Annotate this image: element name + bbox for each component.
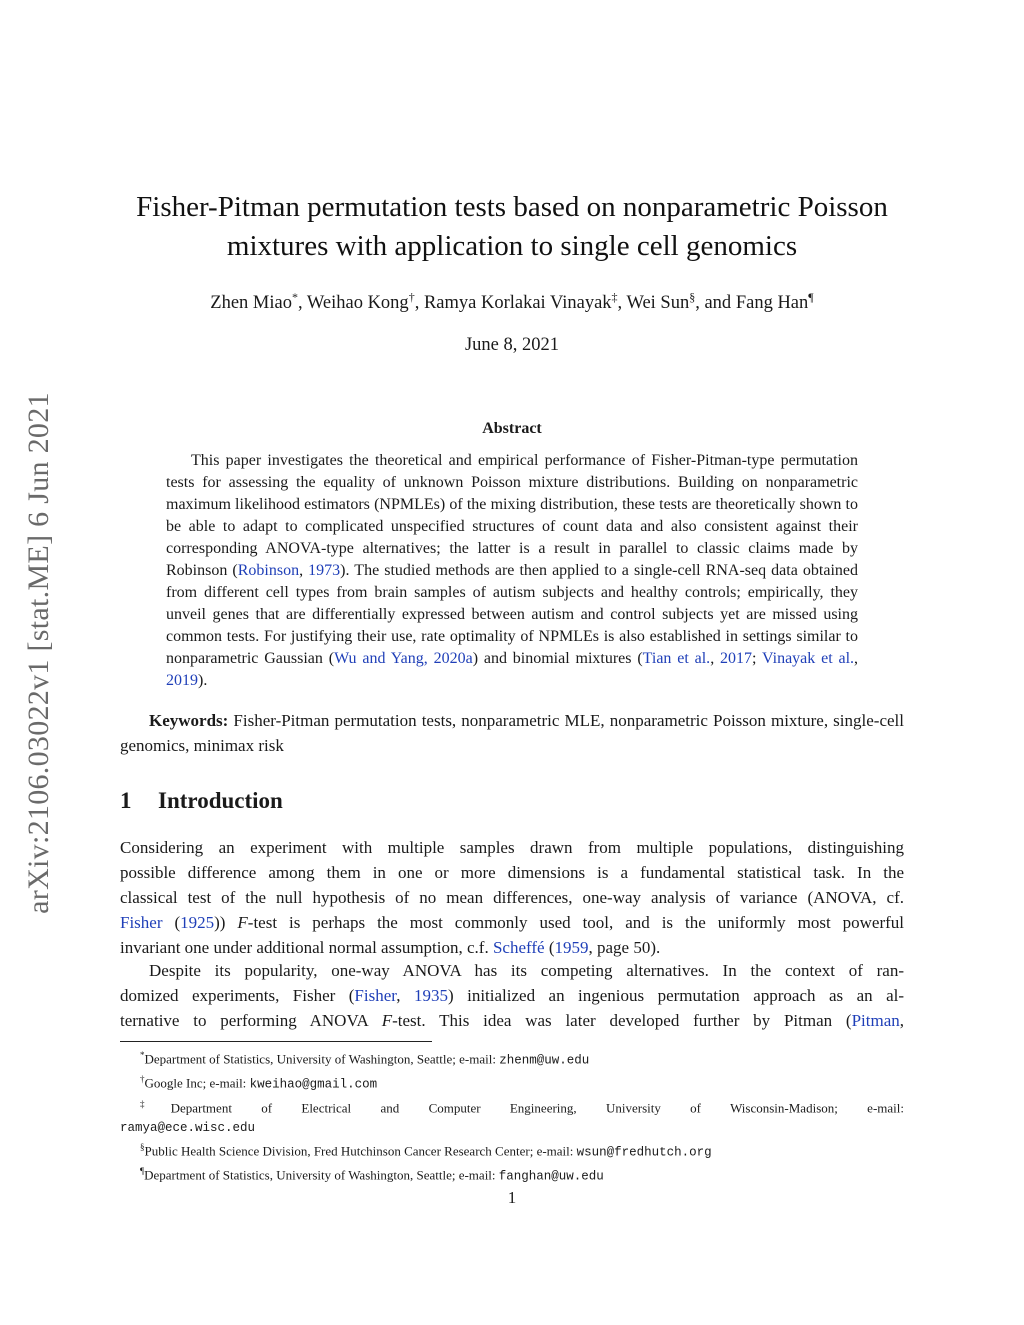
- abstract-text: ).: [198, 672, 208, 689]
- paragraph-text: ) initialized an ingenious permutation approach as an al-: [447, 986, 905, 1005]
- paren: (: [162, 913, 181, 932]
- paragraph-line: possible difference among them in one or more dimensions is a fundamental statistical task. In the: [120, 863, 904, 882]
- footnote-email[interactable]: ramya@ece.wisc.edu: [120, 1120, 256, 1135]
- paragraph-line: [120, 1008, 904, 1033]
- author-footnote-mark: *: [291, 290, 298, 304]
- author-separator: ,: [414, 293, 424, 314]
- footnote: [120, 1138, 904, 1162]
- citation-link[interactable]: Tian et al.: [642, 650, 711, 667]
- footnote-mark: †: [140, 1074, 145, 1085]
- citation-link[interactable]: Wu and Yang, 2020a: [334, 650, 473, 667]
- author-name: Zhen Miao: [210, 293, 292, 314]
- citation-link[interactable]: Vinayak et al.: [762, 650, 855, 667]
- author-list: [120, 290, 904, 314]
- author-name: Weihao Kong: [306, 293, 409, 314]
- author-separator: , and: [695, 293, 736, 314]
- footnote-mark: ‡: [140, 1098, 171, 1109]
- author-name: Wei Sun: [626, 293, 690, 314]
- author-separator: ,: [297, 293, 307, 314]
- citation-link[interactable]: 1935: [413, 986, 448, 1005]
- paragraph-text: -test. This idea was later developed further by Pitman (: [392, 1011, 852, 1030]
- section-heading: [120, 788, 283, 814]
- footnotes: [120, 1046, 904, 1187]
- footnote-email[interactable]: kweihao@gmail.com: [249, 1077, 378, 1092]
- paragraph-line: Considering an experiment with multiple samples drawn from multiple populations, distinguishing: [120, 838, 904, 857]
- keywords-text: Fisher-Pitman permutation tests, nonparametric MLE, nonparametric Poisson mixture, single-cell genomics, minimax risk: [120, 711, 904, 755]
- citation-link[interactable]: Fisher: [120, 913, 163, 932]
- keywords: [120, 708, 904, 758]
- paragraph-text: invariant one under additional normal assumption, c.f.: [120, 938, 493, 957]
- footnote-mark: §: [140, 1141, 145, 1152]
- footnote-continuation: [120, 1117, 904, 1138]
- footnote-mark: ¶: [140, 1166, 145, 1177]
- paragraph-line: classical test of the null hypothesis of no mean differences, one-way analysis of variance (ANOVA, cf.: [120, 888, 904, 907]
- citation-link[interactable]: 2017: [720, 650, 753, 667]
- paren: )): [214, 913, 238, 932]
- author-footnote-mark: †: [408, 290, 415, 304]
- citation-link[interactable]: Fisher: [354, 986, 397, 1005]
- paragraph-line: [120, 935, 904, 960]
- paragraph-text: , page 50).: [588, 938, 661, 957]
- footnote-text: Department of Statistics, University of Washington, Seattle; e-mail:: [144, 1051, 500, 1067]
- footnote-mark: *: [140, 1050, 145, 1060]
- abstract-text: ;: [752, 650, 763, 667]
- citation-separator: ,: [854, 650, 859, 667]
- author-footnote-mark: §: [689, 290, 696, 304]
- author-separator: ,: [617, 293, 627, 314]
- title-line-2: mixtures with application to single cell genomics: [226, 230, 798, 262]
- footnote-text: Department of Statistics, University of Washington, Seattle; e-mail:: [144, 1167, 499, 1183]
- footnote-rule: [120, 1041, 432, 1042]
- citation-link[interactable]: 1973: [308, 562, 341, 579]
- footnote-text: Department of Electrical and Computer Engineering, University of Wisconsin-Madison; e-mail:: [170, 1099, 904, 1115]
- citation-link[interactable]: Pitman: [851, 1011, 900, 1030]
- footnote-text: Google Inc; e-mail:: [144, 1075, 250, 1091]
- footnote-email[interactable]: wsun@fredhutch.org: [576, 1145, 712, 1160]
- citation-link[interactable]: 1959: [554, 938, 589, 957]
- citation-link[interactable]: 2019: [166, 672, 198, 689]
- footnote-email[interactable]: fanghan@uw.edu: [498, 1169, 604, 1184]
- footnote: [120, 1046, 904, 1070]
- paragraph-text: -test is perhaps the most commonly used tool, and is the uniformly most powerful: [247, 913, 905, 932]
- arxiv-identifier: arXiv:2106.03022v1 [stat.ME] 6 Jun 2021: [22, 391, 55, 914]
- citation-link[interactable]: Scheffé: [492, 938, 545, 957]
- math-symbol: F: [237, 913, 248, 932]
- keywords-label: Keywords:: [149, 711, 229, 730]
- citation-link[interactable]: Robinson: [237, 562, 300, 579]
- paragraph-line: Despite its popularity, one-way ANOVA has its competing alternatives. In the context of ran-: [149, 961, 904, 980]
- paragraph-text: ternative to performing ANOVA: [120, 1011, 382, 1030]
- footnote: [120, 1162, 904, 1186]
- paragraph-line: [120, 910, 904, 935]
- abstract-heading: Abstract: [482, 420, 542, 437]
- citation-link[interactable]: 1925: [180, 913, 215, 932]
- paragraph-text: domized experiments, Fisher (: [120, 986, 355, 1005]
- author-name: Fang Han: [735, 293, 809, 314]
- abstract-text: ) and binomial mixtures (: [472, 650, 643, 667]
- paragraph-line: [120, 983, 904, 1008]
- author-footnote-mark: ¶: [808, 290, 814, 304]
- footnote-email[interactable]: zhenm@uw.edu: [499, 1053, 590, 1068]
- intro-paragraph-1: [120, 835, 904, 960]
- footnote: [120, 1095, 904, 1117]
- author-name: Ramya Korlakai Vinayak: [423, 293, 612, 314]
- citation-separator: ,: [396, 986, 414, 1005]
- paper-date: June 8, 2021: [464, 335, 560, 355]
- abstract-text: ). The studied methods are then applied to a single-cell RNA-seq data obtained from different cell types from brain samples of autism subjects and healthy controls; empirically, they unveil genes that are differentially expressed between autism and control subjects yet are missed using common tests. For justifying their use, rate optimality of NPMLEs is also established in settings similar to nonparametric Gaussian (: [166, 562, 858, 667]
- intro-paragraph-2: [120, 958, 904, 1033]
- paper-title: [120, 188, 904, 266]
- page-number: 1: [507, 1188, 517, 1207]
- paren: (: [544, 938, 555, 957]
- section-number: 1: [120, 788, 132, 813]
- citation-separator: ,: [710, 650, 721, 667]
- title-line-1: Fisher-Pitman permutation tests based on nonparametric Poisson: [136, 191, 888, 223]
- abstract-text: This paper investigates the theoretical and empirical performance of Fisher-Pitman-type permutation tests for assessing the equality of unknown Poisson mixture distributions. Building on nonparametric maximum likelihood estimators (NPMLEs) of the mixing distribution, these tests are theoretically shown to be able to adapt to complicated unspecified structures of count data and also consistent against their corresponding ANOVA-type alternatives; the latter is a result in parallel to classic claims made by Robinson (: [166, 452, 858, 579]
- author-footnote-mark: ‡: [611, 290, 618, 304]
- footnote-text: Public Health Science Division, Fred Hutchinson Cancer Research Center; e-mail:: [144, 1143, 577, 1159]
- math-symbol: F: [381, 1011, 393, 1030]
- section-title: Introduction: [158, 788, 283, 813]
- footnote: [120, 1070, 904, 1094]
- abstract-body: [166, 450, 858, 692]
- arxiv-sidebar: [14, 360, 64, 945]
- paragraph-text: ,: [899, 1011, 905, 1030]
- citation-separator: ,: [299, 562, 309, 579]
